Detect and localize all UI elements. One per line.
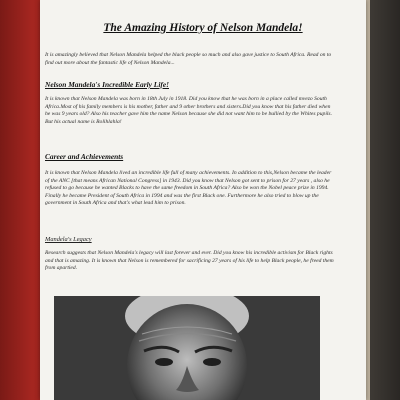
portrait-illustration <box>54 296 320 400</box>
section-heading-legacy: Mandela's Legacy <box>45 236 92 243</box>
intro-paragraph: It is amazingly believed that Nelson Mandela helped the black people so much and also gave justice to South Africa. Read on to find out more about the fantastic life of Nelson Mandela... <box>45 52 332 66</box>
document-title: The Amazing History of Nelson Mandela! <box>103 22 303 34</box>
portrait-photo <box>54 296 320 400</box>
section-heading-career: Career and Achievements <box>45 152 124 161</box>
dark-display-board <box>370 0 400 400</box>
section-heading-early-life: Nelson Mandela's Incredible Early Life! <box>45 80 169 89</box>
section-body-career: It is known that Nelson Mandela lived an incredible life full of many achievements. In addition to this,Nelson became the leader of the ANC [that means African National Congress] in 1943. Did you know that Nelson got sent to prison for 27 years , also he refused to go because he wanted Blacks to have the same freedom in South Africa? Also he won the Nobel peace prize in 1994. Finally he became President of South Africa in 1994 and was the first Black one. Furthermore he also tried to blow up the government in South Africa and that's what lead him to prison. <box>45 170 332 207</box>
section-body-legacy: Research suggests that Nelson Mandela's legacy will last forever and ever. Did you know his incredible activism for Black rights and that is amazing. It is known that Nelson is remembered for sacrificing 27 years of his life to help Black people, he freed them from apartied. <box>45 250 334 272</box>
document-sheet <box>40 0 366 400</box>
section-body-early-life: It is known that Nelson Mandela was born in 18th July in 1918. Did you know that he was born in a place called mvezo South Africa.Most of his family members is his mother, father and 9 other brothers and sisters.Did you know that his father died when he was 9 years old? Also his teacher gave him the name Nelson because she did not want him to be bullied by the Whites pupils. But his actual name is Rolihlahla! <box>45 96 333 125</box>
